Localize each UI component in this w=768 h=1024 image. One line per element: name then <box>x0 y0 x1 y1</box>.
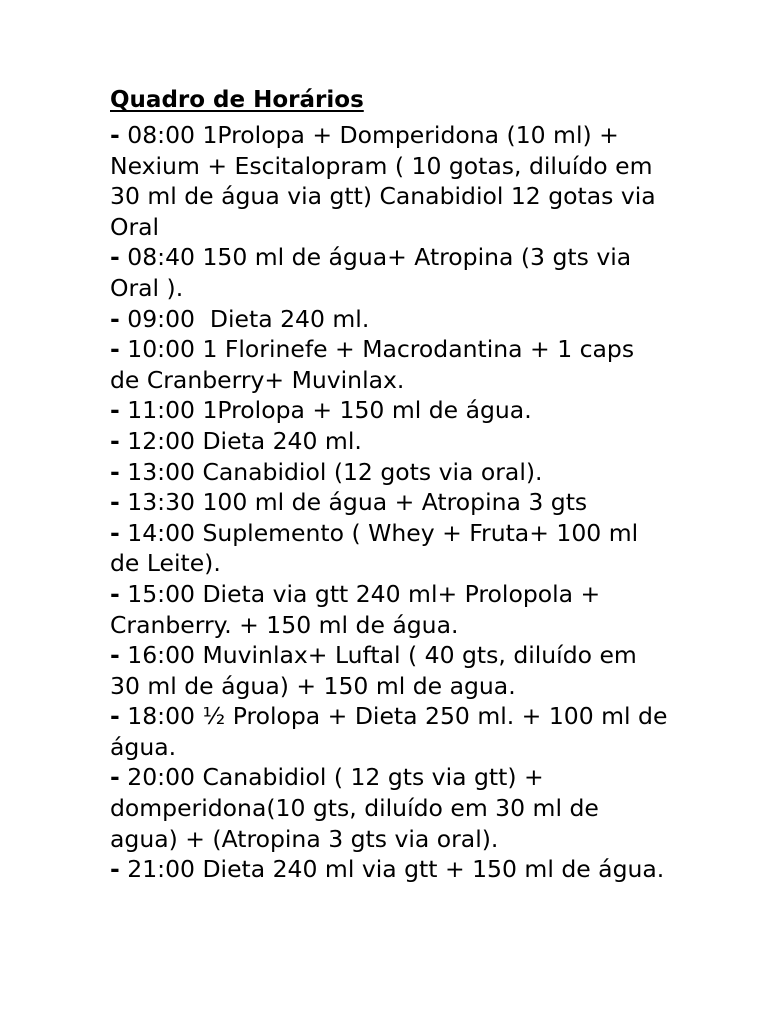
schedule-entry <box>110 334 670 395</box>
entry-text: 13:30 100 ml de água + Atropina 3 gts <box>127 488 588 517</box>
document-page <box>110 84 670 885</box>
entry-bullet: - <box>110 243 120 272</box>
schedule-entry <box>110 242 670 303</box>
entry-bullet: - <box>110 763 120 792</box>
entry-bullet: - <box>110 457 120 486</box>
schedule-entry <box>110 457 670 488</box>
entry-text: 15:00 Dieta via gtt 240 ml+ Prolopola + Cranberry. + 150 ml de água. <box>110 579 601 639</box>
entry-text: 09:00 Dieta 240 ml. <box>127 304 370 333</box>
schedule-entry <box>110 701 670 762</box>
schedule-entry <box>110 579 670 640</box>
entry-bullet: - <box>110 426 120 455</box>
entry-bullet: - <box>110 304 120 333</box>
schedule-entry <box>110 518 670 579</box>
schedule-entry <box>110 395 670 426</box>
schedule-entry <box>110 120 670 242</box>
entry-text: 20:00 Canabidiol ( 12 gts via gtt) + domperidona(10 gts, diluído em 30 ml de agua) + (Atropina 3 gts via oral). <box>110 763 599 853</box>
entry-bullet: - <box>110 855 120 884</box>
entry-bullet: - <box>110 518 120 547</box>
entry-bullet: - <box>110 641 120 670</box>
entry-text: 08:40 150 ml de água+ Atropina (3 gts via Oral ). <box>110 243 632 302</box>
entry-bullet: - <box>110 335 120 364</box>
entry-text: 12:00 Dieta 240 ml. <box>127 426 362 455</box>
schedule-entry <box>110 304 670 335</box>
schedule-entry <box>110 640 670 701</box>
entry-text: 13:00 Canabidiol (12 gots via oral). <box>127 457 543 486</box>
schedule-entry <box>110 762 670 854</box>
entry-text: 16:00 Muvinlax+ Luftal ( 40 gts, diluído em 30 ml de água) + 150 ml de agua. <box>110 641 637 700</box>
entry-text: 10:00 1 Florinefe + Macrodantina + 1 caps de Cranberry+ Muvinlax. <box>110 335 635 394</box>
entry-text: 08:00 1Prolopa + Domperidona (10 ml) + Nexium + Escitalopram ( 10 gotas, diluído em 30 ml de água via gtt) Canabidiol 12 gotas via Oral <box>110 121 656 241</box>
entry-text: 14:00 Suplemento ( Whey + Fruta+ 100 ml de Leite). <box>110 518 639 578</box>
entry-bullet: - <box>110 579 120 608</box>
entry-text: 18:00 ½ Prolopa + Dieta 250 ml. + 100 ml de água. <box>110 702 668 761</box>
entry-bullet: - <box>110 702 120 731</box>
entry-bullet: - <box>110 488 120 517</box>
entry-text: 21:00 Dieta 240 ml via gtt + 150 ml de água. <box>127 855 665 884</box>
entry-bullet: - <box>110 121 120 149</box>
entry-text: 11:00 1Prolopa + 150 ml de água. <box>127 396 532 425</box>
schedule-entry <box>110 426 670 457</box>
document-title: Quadro de Horários <box>110 87 364 113</box>
schedule-list <box>110 120 670 885</box>
schedule-entry <box>110 854 670 885</box>
entry-bullet: - <box>110 396 120 425</box>
schedule-entry <box>110 487 670 518</box>
